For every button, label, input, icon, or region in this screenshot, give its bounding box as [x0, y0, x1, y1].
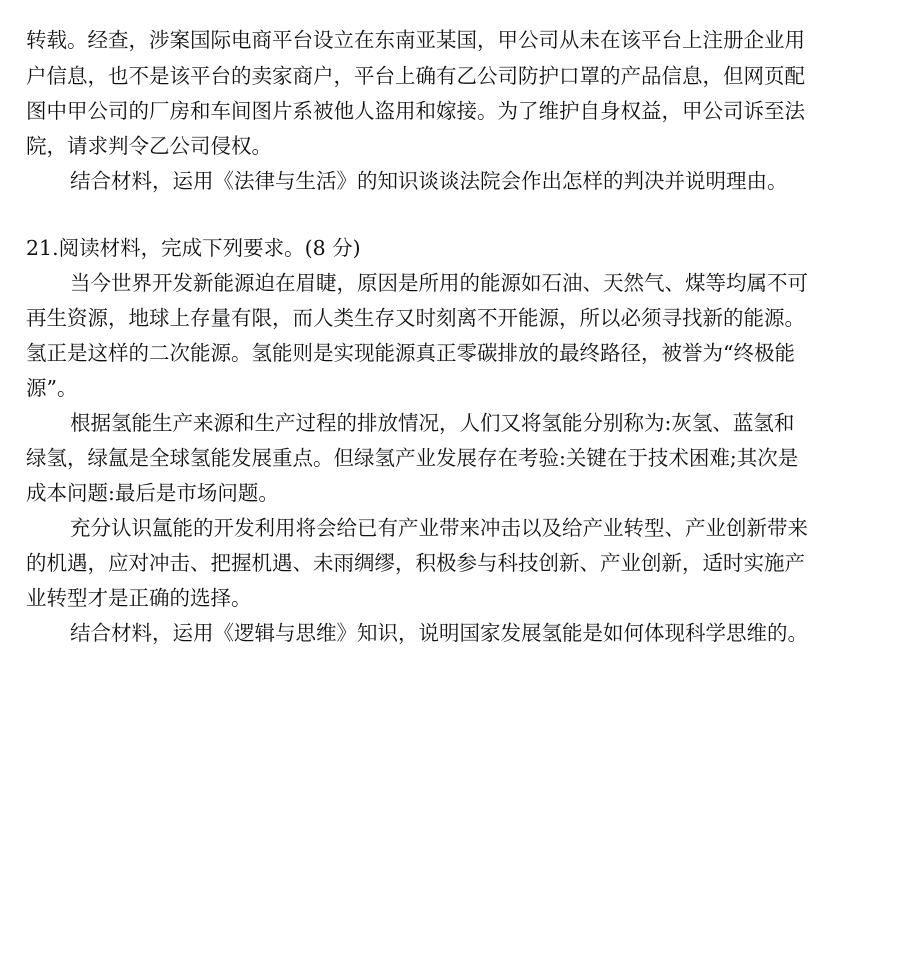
q21-paragraph1-line: 源”。	[26, 376, 78, 400]
q21-paragraph1-line: 再生资源，地球上存量有限，而人类生存又时刻离不开能源，所以必须寻找新的能源。	[26, 306, 805, 330]
q21-paragraph3-line: 充分认识氲能的开发利用将会给已有产业带来冲击以及给产业转型、产业创新带来	[70, 516, 808, 540]
q21-task: 结合材料，运用《逻辑与思维》知识，说明国家发展氢能是如何体现科学思维的。	[70, 621, 808, 645]
q21-paragraph2-line: 绿氢，绿氲是全球氢能发展重点。但绿氢产业发展存在考验:关键在于技术困难;其次是	[26, 446, 799, 470]
q21-paragraph1-line: 氢正是这样的二次能源。氢能则是实现能源真正零碳排放的最终路径，被誉为“终极能	[26, 341, 795, 365]
q21-paragraph2-line: 根据氢能生产来源和生产过程的排放情况，人们又将氢能分别称为:灰氢、蓝氢和	[70, 411, 795, 435]
q20-task: 结合材料，运用《法律与生活》的知识谈谈法院会作出怎样的判决并说明理由。	[70, 169, 788, 193]
q20-material-line: 户信息，也不是该平台的卖家商户，平台上确有乙公司防护口罩的产品信息，但网页配	[26, 64, 805, 88]
q21-paragraph2-line: 成本问题:最后是市场问题。	[26, 481, 279, 505]
q21-paragraph3-line: 业转型才是正确的选择。	[26, 586, 252, 610]
q21-heading: 21.阅读材料，完成下列要求。(8 分)	[26, 236, 361, 260]
q20-material-line: 院，请求判令乙公司侵权。	[26, 134, 272, 158]
q21-paragraph3-line: 的机遇，应对冲击、把握机遇、未雨绸缪，积极参与科技创新、产业创新，适时实施产	[26, 551, 805, 575]
q21-paragraph1-line: 当今世界开发新能源迫在眉睫，原因是所用的能源如石油、天然气、煤等均属不可	[70, 271, 808, 295]
q20-material-line: 转载。经查，涉案国际电商平台设立在东南亚某国，甲公司从未在该平台上注册企业用	[26, 28, 805, 52]
q20-material-line: 图中甲公司的厂房和车间图片系被他人盗用和嫁接。为了维护自身权益，甲公司诉至法	[26, 99, 805, 123]
